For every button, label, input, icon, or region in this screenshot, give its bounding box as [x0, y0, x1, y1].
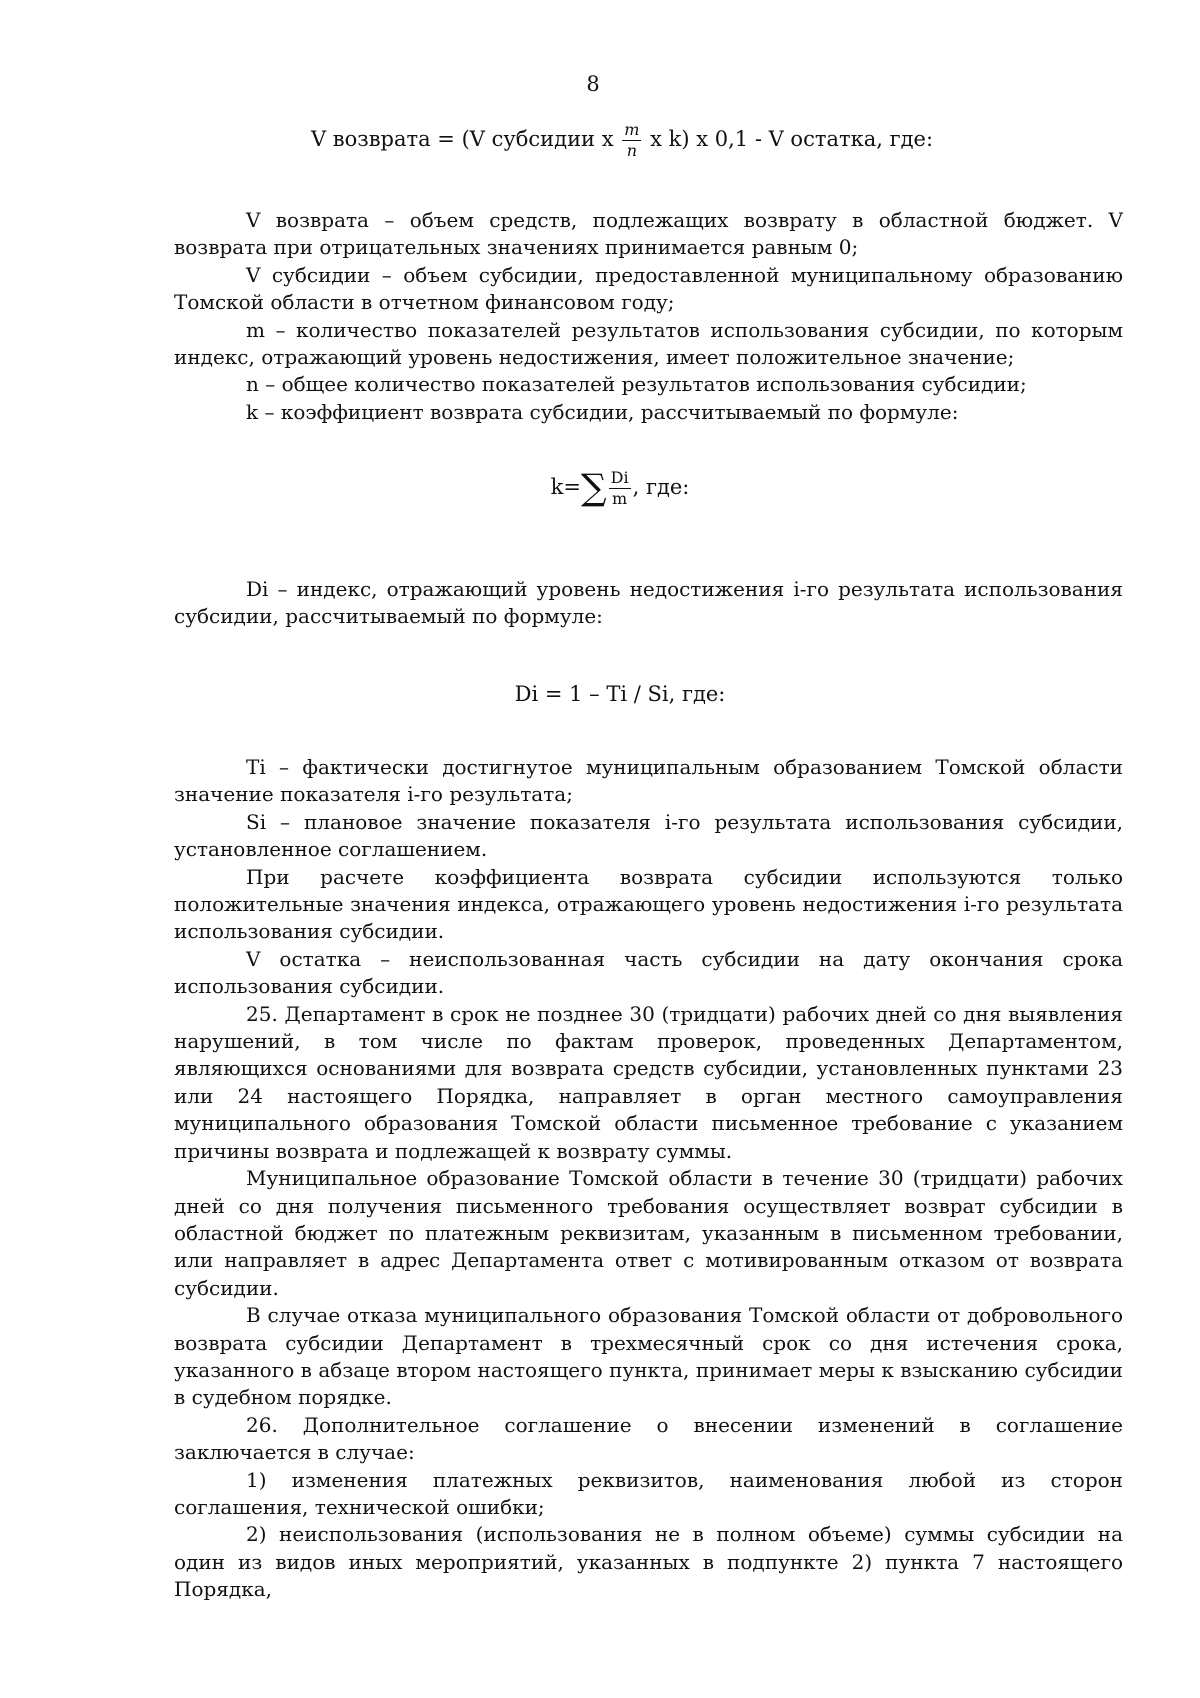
page-number: 8: [586, 72, 600, 96]
formula-k: [20, 467, 1200, 509]
sigma-symbol: ∑: [580, 467, 607, 509]
body-paragraph: В случае отказа муниципального образования Томской области от добровольного возврата субсидии Департамент в трехмесячный срок со дня истечения срока, указанного в абзаце втором настоящего пункта, принимает меры к взысканию субсидии в судебном порядке.: [174, 1303, 1123, 1410]
body-paragraph: Муниципальное образование Томской области в течение 30 (тридцати) рабочих дней со дня получения письменного требования осуществляет возврат субсидии в областной бюджет по платежным реквизитам, указанным в письменном требовании, или направляет в адрес Департамента ответ с мотивированным отказом от возврата субсидии.: [174, 1166, 1123, 1300]
body-paragraph: 26. Дополнительное соглашение о внесении изменений в соглашение заключается в случае:: [174, 1412, 1123, 1465]
fraction-numerator: Di: [610, 468, 629, 487]
definition-paragraph: n – общее количество показателей результатов использования субсидии;: [246, 372, 1027, 397]
formula-return-volume: [22, 122, 1200, 159]
fraction-di-over-m: [609, 470, 631, 507]
definition-paragraph: m – количество показателей результатов использования субсидии, по которым индекс, отражающий уровень недостижения, имеет положительное значение;: [174, 317, 1123, 370]
formula-k-rhs: , где:: [632, 475, 690, 499]
body-paragraph: 25. Департамент в срок не позднее 30 (тридцати) рабочих дней со дня выявления нарушений, в том числе по фактам проверок, проведенных Департаментом, являющихся основаниями для возврата средств субсидии, установленных пунктами 23 или 24 настоящего Порядка, направляет в орган местного самоуправления муниципального образования Томской области письменное требование с указанием причины возврата и подлежащей к возврату суммы.: [174, 1001, 1123, 1163]
body-paragraph: При расчете коэффициента возврата субсидии используются только положительные значения индекса, отражающего уровень недостижения i-го результата использования субсидии.: [174, 864, 1123, 944]
body-paragraph: V остатка – неиспользованная часть субсидии на дату окончания срока использования субсидии.: [174, 946, 1123, 999]
definition-paragraph: V возврата – объем средств, подлежащих возврату в областной бюджет. V возврата при отрицательных значениях принимается равным 0;: [174, 208, 1123, 260]
fraction-denominator: n: [626, 141, 637, 160]
fraction-denominator: m: [612, 489, 628, 508]
body-paragraph: Si – плановое значение показателя i-го результата использования субсидии, установленное соглашением.: [174, 809, 1123, 862]
formula-lhs: V возврата = (V субсидии x: [310, 127, 621, 151]
formula-k-lhs: k=: [550, 475, 581, 499]
formula-rhs: x k) x 0,1 - V остатка, где:: [643, 127, 934, 151]
body-paragraph: 1) изменения платежных реквизитов, наименования любой из сторон соглашения, технической ошибки;: [174, 1467, 1123, 1519]
fraction-m-over-n: [622, 122, 641, 159]
definition-paragraph: Di – индекс, отражающий уровень недостижения i-го результата использования субсидии, рассчитываемый по формуле:: [174, 577, 1123, 629]
definition-paragraph: V субсидии – объем субсидии, предоставленной муниципальному образованию Томской области в отчетном финансовом году;: [174, 262, 1123, 315]
formula-di: Di = 1 – Ti / Si, где:: [514, 682, 726, 706]
body-paragraph: Ti – фактически достигнутое муниципальным образованием Томской области значение показателя i-го результата;: [174, 755, 1123, 807]
body-text-block: [174, 754, 1123, 1604]
fraction-numerator: m: [624, 120, 640, 139]
definitions-block-2: [174, 576, 1123, 631]
definition-paragraph: k – коэффициент возврата субсидии, рассчитываемый по формуле:: [246, 399, 959, 424]
body-paragraph: 2) неиспользования (использования не в полном объеме) суммы субсидии на один из видов иных мероприятий, указанных в подпункте 2) пункта 7 настоящего Порядка,: [174, 1522, 1123, 1602]
definitions-block-1: [174, 207, 1123, 426]
